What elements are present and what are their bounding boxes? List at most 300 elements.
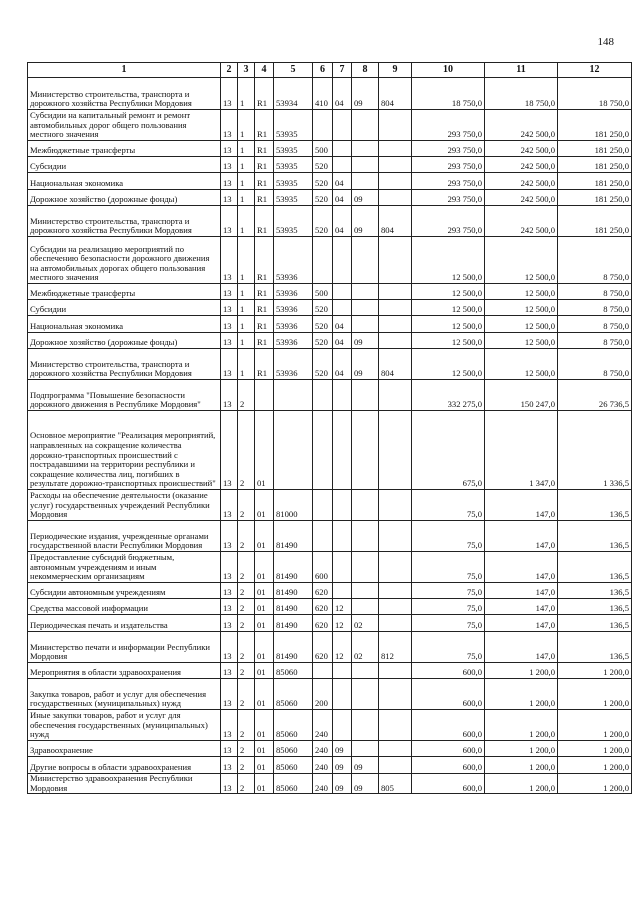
code-cell: 81490 (274, 583, 313, 599)
code-cell: 81000 (274, 490, 313, 521)
amount-cell: 136,5 (558, 552, 632, 583)
amount-cell: 147,0 (485, 521, 558, 552)
code-cell (333, 380, 352, 411)
code-cell: 01 (255, 757, 274, 774)
code-cell: 13 (221, 141, 238, 157)
budget-table (27, 62, 632, 794)
amount-cell: 75,0 (412, 552, 485, 583)
amount-cell: 1 200,0 (485, 741, 558, 757)
amount-cell: 136,5 (558, 583, 632, 599)
column-header-12: 12 (558, 63, 632, 78)
amount-cell: 12 500,0 (485, 316, 558, 333)
amount-cell: 1 200,0 (485, 679, 558, 710)
code-cell (333, 110, 352, 141)
code-cell (274, 380, 313, 411)
row-name-cell: Подпрограмма "Повышение безопасности дорожного движения в Республике Мордовия" (28, 380, 221, 411)
row-name-cell: Министерство здравоохранения Республики Мордовия (28, 774, 221, 794)
amount-cell: 12 500,0 (412, 284, 485, 300)
code-cell: 85060 (274, 741, 313, 757)
code-cell: 2 (238, 679, 255, 710)
code-cell: 13 (221, 411, 238, 490)
code-cell (352, 380, 379, 411)
code-cell: 53936 (274, 349, 313, 380)
table-row (28, 316, 632, 333)
code-cell: 805 (379, 774, 412, 794)
code-cell: 53935 (274, 110, 313, 141)
code-cell: 520 (313, 316, 333, 333)
code-cell (333, 710, 352, 741)
code-cell: R1 (255, 300, 274, 316)
column-header-11: 11 (485, 63, 558, 78)
code-cell: 2 (238, 632, 255, 663)
code-cell: 2 (238, 583, 255, 599)
code-cell (333, 663, 352, 679)
code-cell: 13 (221, 615, 238, 632)
code-cell: 2 (238, 774, 255, 794)
code-cell (255, 380, 274, 411)
amount-cell: 600,0 (412, 663, 485, 679)
row-name-cell: Субсидии автономным учреждениям (28, 583, 221, 599)
amount-cell: 1 200,0 (485, 710, 558, 741)
amount-cell: 1 200,0 (485, 663, 558, 679)
amount-cell: 293 750,0 (412, 110, 485, 141)
code-cell: 620 (313, 599, 333, 615)
amount-cell: 1 200,0 (558, 679, 632, 710)
amount-cell: 242 500,0 (485, 110, 558, 141)
amount-cell: 242 500,0 (485, 157, 558, 173)
amount-cell: 242 500,0 (485, 190, 558, 206)
table-row (28, 679, 632, 710)
table-row (28, 583, 632, 599)
code-cell: 520 (313, 173, 333, 190)
row-name-cell: Министерство строительства, транспорта и дорожного хозяйства Республики Мордовия (28, 349, 221, 380)
code-cell (379, 333, 412, 349)
code-cell (379, 237, 412, 284)
table-row (28, 632, 632, 663)
code-cell: 520 (313, 190, 333, 206)
code-cell: 01 (255, 679, 274, 710)
code-cell (333, 284, 352, 300)
row-name-cell: Средства массовой информации (28, 599, 221, 615)
code-cell: 1 (238, 284, 255, 300)
code-cell: R1 (255, 190, 274, 206)
table-header (28, 63, 632, 78)
amount-cell: 147,0 (485, 583, 558, 599)
code-cell: R1 (255, 333, 274, 349)
amount-cell: 12 500,0 (412, 300, 485, 316)
amount-cell: 12 500,0 (412, 349, 485, 380)
code-cell: 01 (255, 583, 274, 599)
code-cell (274, 411, 313, 490)
code-cell: 04 (333, 349, 352, 380)
column-header-2: 2 (221, 63, 238, 78)
code-cell: 1 (238, 78, 255, 110)
code-cell (352, 521, 379, 552)
code-cell: 09 (333, 757, 352, 774)
table-row (28, 157, 632, 173)
code-cell: 09 (333, 741, 352, 757)
amount-cell: 136,5 (558, 615, 632, 632)
code-cell (313, 663, 333, 679)
code-cell: 500 (313, 284, 333, 300)
code-cell: 410 (313, 78, 333, 110)
code-cell: 620 (313, 632, 333, 663)
code-cell: 09 (333, 774, 352, 794)
code-cell (379, 284, 412, 300)
code-cell (352, 173, 379, 190)
table-row (28, 774, 632, 794)
code-cell: 1 (238, 316, 255, 333)
code-cell: R1 (255, 157, 274, 173)
table-row (28, 490, 632, 521)
table-row (28, 663, 632, 679)
amount-cell: 147,0 (485, 599, 558, 615)
code-cell: 01 (255, 552, 274, 583)
code-cell (333, 411, 352, 490)
code-cell: 13 (221, 157, 238, 173)
code-cell: 13 (221, 333, 238, 349)
code-cell (379, 300, 412, 316)
code-cell (352, 741, 379, 757)
code-cell (379, 710, 412, 741)
code-cell: 09 (352, 774, 379, 794)
code-cell: 85060 (274, 679, 313, 710)
code-cell: 85060 (274, 774, 313, 794)
amount-cell: 8 750,0 (558, 316, 632, 333)
amount-cell: 600,0 (412, 679, 485, 710)
amount-cell: 8 750,0 (558, 300, 632, 316)
row-name-cell: Министерство строительства, транспорта и дорожного хозяйства Республики Мордовия (28, 78, 221, 110)
code-cell: R1 (255, 349, 274, 380)
amount-cell: 75,0 (412, 521, 485, 552)
code-cell: 81490 (274, 552, 313, 583)
row-name-cell: Субсидии (28, 157, 221, 173)
code-cell: 09 (352, 333, 379, 349)
code-cell: 13 (221, 380, 238, 411)
amount-cell: 12 500,0 (485, 349, 558, 380)
amount-cell: 1 200,0 (558, 757, 632, 774)
code-cell (333, 679, 352, 710)
code-cell: 09 (352, 349, 379, 380)
code-cell (379, 157, 412, 173)
code-cell (333, 237, 352, 284)
code-cell: 13 (221, 774, 238, 794)
row-name-cell: Периодические издания, учрежденные органами государственной власти Республики Мордовия (28, 521, 221, 552)
amount-cell: 12 500,0 (412, 333, 485, 349)
row-name-cell: Межбюджетные трансферты (28, 141, 221, 157)
table-row (28, 141, 632, 157)
code-cell (352, 284, 379, 300)
code-cell (379, 757, 412, 774)
code-cell: 520 (313, 333, 333, 349)
code-cell: 240 (313, 774, 333, 794)
amount-cell: 293 750,0 (412, 190, 485, 206)
row-name-cell: Субсидии (28, 300, 221, 316)
code-cell (333, 157, 352, 173)
code-cell: 13 (221, 521, 238, 552)
amount-cell: 181 250,0 (558, 190, 632, 206)
code-cell: 2 (238, 710, 255, 741)
code-cell: 13 (221, 663, 238, 679)
code-cell (333, 552, 352, 583)
amount-cell: 75,0 (412, 490, 485, 521)
amount-cell: 293 750,0 (412, 206, 485, 237)
page-number: 148 (597, 36, 614, 48)
code-cell: 81490 (274, 632, 313, 663)
column-header-3: 3 (238, 63, 255, 78)
row-name-cell: Здравоохранение (28, 741, 221, 757)
code-cell: 85060 (274, 757, 313, 774)
amount-cell: 136,5 (558, 490, 632, 521)
code-cell: 2 (238, 757, 255, 774)
code-cell: 13 (221, 679, 238, 710)
code-cell (379, 663, 412, 679)
column-header-10: 10 (412, 63, 485, 78)
amount-cell: 8 750,0 (558, 284, 632, 300)
code-cell (313, 411, 333, 490)
code-cell: 1 (238, 173, 255, 190)
code-cell: 53935 (274, 173, 313, 190)
code-cell: 09 (352, 190, 379, 206)
amount-cell: 12 500,0 (485, 237, 558, 284)
code-cell: 01 (255, 741, 274, 757)
code-cell (313, 490, 333, 521)
row-name-cell: Другие вопросы в области здравоохранения (28, 757, 221, 774)
amount-cell: 293 750,0 (412, 173, 485, 190)
amount-cell: 136,5 (558, 599, 632, 615)
code-cell: 53935 (274, 206, 313, 237)
code-cell: 2 (238, 741, 255, 757)
amount-cell: 18 750,0 (558, 78, 632, 110)
code-cell: 500 (313, 141, 333, 157)
code-cell: 620 (313, 583, 333, 599)
amount-cell: 75,0 (412, 583, 485, 599)
code-cell (313, 110, 333, 141)
amount-cell: 12 500,0 (412, 237, 485, 284)
code-cell (379, 316, 412, 333)
code-cell: 2 (238, 490, 255, 521)
code-cell: R1 (255, 110, 274, 141)
code-cell (352, 110, 379, 141)
code-cell (352, 141, 379, 157)
code-cell: R1 (255, 141, 274, 157)
code-cell (352, 583, 379, 599)
column-header-9: 9 (379, 63, 412, 78)
code-cell (379, 741, 412, 757)
code-cell: 13 (221, 110, 238, 141)
code-cell: 2 (238, 411, 255, 490)
code-cell: 01 (255, 710, 274, 741)
code-cell: 2 (238, 663, 255, 679)
code-cell (352, 679, 379, 710)
column-header-1: 1 (28, 63, 221, 78)
code-cell (379, 110, 412, 141)
table-row (28, 757, 632, 774)
code-cell: 01 (255, 632, 274, 663)
code-cell: 13 (221, 552, 238, 583)
code-cell: 81490 (274, 615, 313, 632)
amount-cell: 150 247,0 (485, 380, 558, 411)
amount-cell: 242 500,0 (485, 141, 558, 157)
amount-cell: 1 200,0 (558, 663, 632, 679)
amount-cell: 600,0 (412, 741, 485, 757)
code-cell: 53935 (274, 157, 313, 173)
code-cell: 240 (313, 741, 333, 757)
code-cell: 01 (255, 521, 274, 552)
amount-cell: 181 250,0 (558, 141, 632, 157)
code-cell: 53936 (274, 300, 313, 316)
code-cell: 09 (352, 78, 379, 110)
code-cell (352, 552, 379, 583)
code-cell (379, 552, 412, 583)
row-name-cell: Министерство строительства, транспорта и дорожного хозяйства Республики Мордовия (28, 206, 221, 237)
code-cell: 240 (313, 710, 333, 741)
code-cell (379, 679, 412, 710)
row-name-cell: Межбюджетные трансферты (28, 284, 221, 300)
code-cell: 520 (313, 157, 333, 173)
code-cell: 2 (238, 599, 255, 615)
code-cell (333, 300, 352, 316)
code-cell: 812 (379, 632, 412, 663)
code-cell: 04 (333, 316, 352, 333)
code-cell (333, 521, 352, 552)
amount-cell: 675,0 (412, 411, 485, 490)
code-cell: R1 (255, 78, 274, 110)
code-cell: 2 (238, 552, 255, 583)
table-row (28, 237, 632, 284)
table-body (28, 78, 632, 794)
code-cell: 53936 (274, 333, 313, 349)
code-cell: 01 (255, 615, 274, 632)
table-row (28, 110, 632, 141)
code-cell: 01 (255, 774, 274, 794)
code-cell (333, 583, 352, 599)
amount-cell: 75,0 (412, 599, 485, 615)
amount-cell: 181 250,0 (558, 157, 632, 173)
table-row (28, 741, 632, 757)
code-cell (352, 237, 379, 284)
amount-cell: 136,5 (558, 632, 632, 663)
amount-cell: 181 250,0 (558, 206, 632, 237)
code-cell: 1 (238, 190, 255, 206)
code-cell: 520 (313, 206, 333, 237)
code-cell: 1 (238, 110, 255, 141)
table-row (28, 349, 632, 380)
code-cell: 01 (255, 411, 274, 490)
code-cell: 13 (221, 190, 238, 206)
amount-cell: 26 736,5 (558, 380, 632, 411)
code-cell: 13 (221, 583, 238, 599)
amount-cell: 12 500,0 (485, 333, 558, 349)
table-row (28, 599, 632, 615)
code-cell (379, 190, 412, 206)
code-cell (352, 300, 379, 316)
amount-cell: 12 500,0 (485, 284, 558, 300)
amount-cell: 8 750,0 (558, 333, 632, 349)
code-cell: R1 (255, 173, 274, 190)
code-cell: 13 (221, 741, 238, 757)
amount-cell: 75,0 (412, 632, 485, 663)
code-cell (379, 380, 412, 411)
code-cell: 13 (221, 349, 238, 380)
code-cell: 01 (255, 490, 274, 521)
code-cell: 1 (238, 157, 255, 173)
code-cell: 12 (333, 615, 352, 632)
code-cell: 85060 (274, 663, 313, 679)
code-cell: 04 (333, 173, 352, 190)
code-cell: 13 (221, 300, 238, 316)
code-cell (379, 173, 412, 190)
row-name-cell: Иные закупки товаров, работ и услуг для обеспечения государственных (муниципальных) нужд (28, 710, 221, 741)
code-cell: 53934 (274, 78, 313, 110)
column-header-8: 8 (352, 63, 379, 78)
code-cell: 520 (313, 349, 333, 380)
amount-cell: 1 200,0 (558, 774, 632, 794)
row-name-cell: Субсидии на капитальный ремонт и ремонт автомобильных дорог общего пользования местного значения (28, 110, 221, 141)
table-row (28, 333, 632, 349)
column-header-7: 7 (333, 63, 352, 78)
column-header-6: 6 (313, 63, 333, 78)
row-name-cell: Мероприятия в области здравоохранения (28, 663, 221, 679)
amount-cell: 600,0 (412, 774, 485, 794)
code-cell: 200 (313, 679, 333, 710)
code-cell (352, 316, 379, 333)
code-cell (352, 490, 379, 521)
code-cell: 13 (221, 710, 238, 741)
code-cell: 53935 (274, 190, 313, 206)
code-cell: 13 (221, 237, 238, 284)
amount-cell: 75,0 (412, 615, 485, 632)
amount-cell: 293 750,0 (412, 141, 485, 157)
code-cell: 09 (352, 757, 379, 774)
code-cell: 13 (221, 206, 238, 237)
amount-cell: 332 275,0 (412, 380, 485, 411)
table-row (28, 300, 632, 316)
table-row (28, 206, 632, 237)
table-row (28, 173, 632, 190)
code-cell: 620 (313, 615, 333, 632)
amount-cell: 147,0 (485, 552, 558, 583)
code-cell: R1 (255, 206, 274, 237)
code-cell: 02 (352, 632, 379, 663)
amount-cell: 181 250,0 (558, 110, 632, 141)
code-cell: 85060 (274, 710, 313, 741)
amount-cell: 18 750,0 (485, 78, 558, 110)
code-cell: 1 (238, 141, 255, 157)
code-cell: R1 (255, 316, 274, 333)
table-row (28, 190, 632, 206)
code-cell: 804 (379, 206, 412, 237)
amount-cell: 1 200,0 (485, 774, 558, 794)
code-cell: 04 (333, 333, 352, 349)
amount-cell: 18 750,0 (412, 78, 485, 110)
amount-cell: 242 500,0 (485, 206, 558, 237)
code-cell: 2 (238, 521, 255, 552)
code-cell: 02 (352, 615, 379, 632)
table-row (28, 615, 632, 632)
table-row (28, 521, 632, 552)
amount-cell: 8 750,0 (558, 237, 632, 284)
code-cell: 01 (255, 663, 274, 679)
code-cell: 13 (221, 632, 238, 663)
row-name-cell: Министерство печати и информации Республики Мордовия (28, 632, 221, 663)
code-cell: 13 (221, 284, 238, 300)
code-cell (333, 490, 352, 521)
amount-cell: 12 500,0 (412, 316, 485, 333)
code-cell: 2 (238, 615, 255, 632)
code-cell: 804 (379, 349, 412, 380)
code-cell: 53936 (274, 284, 313, 300)
